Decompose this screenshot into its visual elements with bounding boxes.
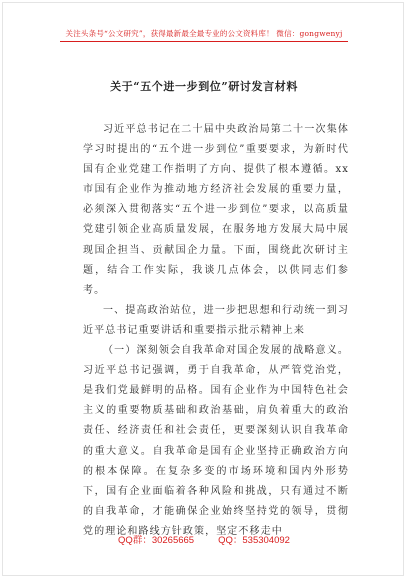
qq-number: QQ：535304092 bbox=[218, 535, 290, 546]
header-divider bbox=[60, 41, 348, 42]
section-heading-1: 一、提高政治站位，进一步把思想和行动统一到习近平总书记重要讲话和重要指示批示精神上来 bbox=[83, 304, 349, 336]
document-title: 关于“五个进一步到位”研讨发言材料 bbox=[110, 80, 298, 93]
intro-paragraph: 习近平总书记在二十届中央政治局第二十一次集体学习时提出的“五个进一步到位”重要要求，为新时代国有企业党建工作指明了方向、提供了根本遵循。xx市国有企业作为推动地方经济社会发展的重要力量，必须深入贯彻落实“五个进一步到位”要求，以高质量党建引领企业高质量发展，在服务地方发展大局中展现国企担当、贡献国企力量。下面，围绕此次研讨主题，结合工作实际，我谈几点体会，以供同志们参考。 bbox=[83, 124, 349, 296]
qq-group-number: QQ群：30265665 bbox=[118, 535, 195, 546]
header-notice: 关注头条号“公文研究”，获得最新最全最专业的公文资料库！ 微信：gongwenyj bbox=[65, 29, 343, 38]
document-body bbox=[83, 120, 349, 542]
subsection-paragraph-1: （一）深刻领会自我革命对国企发展的战略意义。习近平总书记强调，勇于自我革命，从严管党治党，是我们党最鲜明的品格。国有企业作为中国特色社会主义的重要物质基础和政治基础，肩负着重大的政治责任、经济责任和社会责任，更要深刻认识自我革命的重大意义。自我革命是国有企业坚持正确政治方向的根本保障。在复杂多变的市场环境和国内外形势下，国有企业面临着各种风险和挑战，只有通过不断的自我革命，才能确保企业始终坚持党的领导，贯彻党的理论和路线方针政策，坚定不移走中 bbox=[83, 345, 349, 537]
footer-contact bbox=[0, 532, 408, 546]
